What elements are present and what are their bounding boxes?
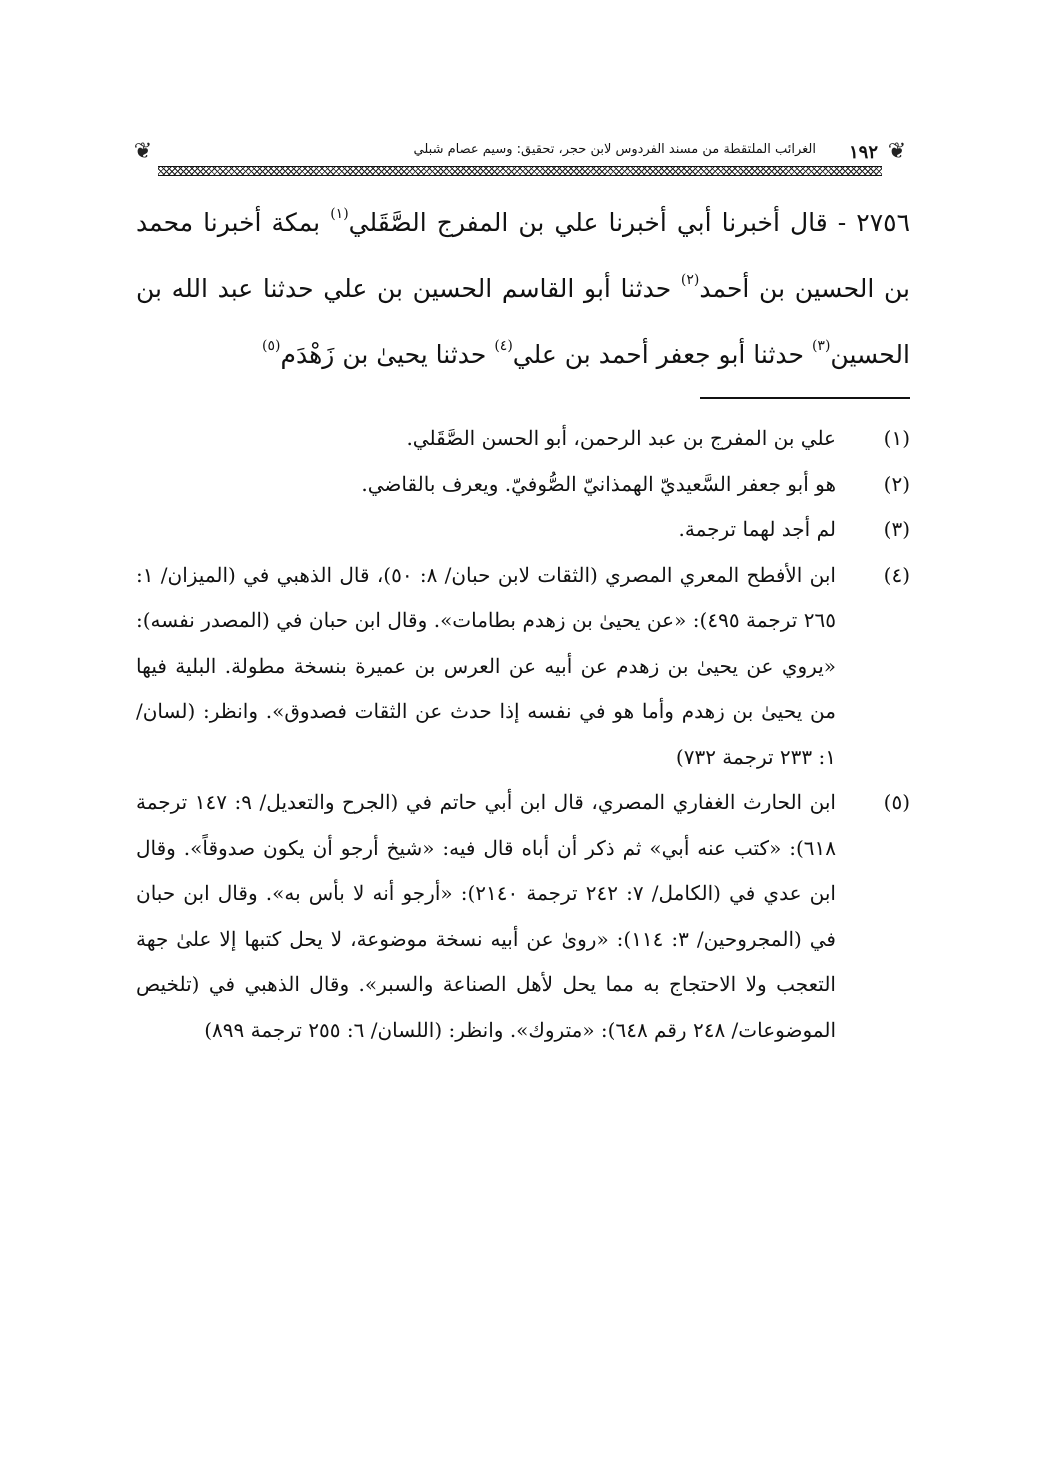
footnote-item: [136, 780, 910, 1053]
footnote-item: [136, 507, 910, 553]
footnote-item: [136, 553, 910, 781]
footnote-ref[interactable]: (١): [330, 205, 349, 222]
footnote-text: ابن الأفطح المعري المصري (الثقات لابن حبان/ ٨: ٥٠)، قال الذهبي في (الميزان/ ١: ٢٦٥ ترجمة ٤٩٥): «عن يحيىٰ بن زهدم بطامات». وقال ابن حبان في (المصدر نفسه): «يروي عن يحيىٰ بن زهدم عن أبيه عن العرس بن عميرة بنسخة مطولة. البلية فيها من يحيىٰ بن زهدم وأما هو في نفسه إذا حدث عن الثقات فصدوق». وانظر: (لسان/ ١: ٢٣٣ ترجمة ٧٣٢): [136, 562, 836, 769]
hadith-segment: حدثنا أبو القاسم الحسين بن علي حدثنا عبد الله بن الحسين: [136, 274, 910, 369]
ornament-left-icon: ❦: [133, 139, 153, 164]
footnote-number: (١): [883, 426, 910, 450]
hadith-segment: بمكة أخبرنا محمد بن الحسين بن أحمد: [136, 208, 910, 303]
footnote-ref[interactable]: (٥): [262, 337, 281, 354]
hadith-paragraph: [136, 190, 910, 388]
running-header: [128, 130, 912, 174]
footnote-ref[interactable]: (٣): [811, 337, 831, 354]
hadith-segment: حدثنا أبو جعفر أحمد بن علي: [512, 340, 812, 369]
footnote-ref[interactable]: (٤): [494, 337, 513, 354]
hadith-text: [136, 190, 910, 388]
footnote-separator: [700, 397, 910, 399]
footnote-item: [136, 416, 910, 462]
footnote-ref[interactable]: (٢): [680, 271, 700, 288]
hadith-segment: حدثنا يحيىٰ بن زَهْدَم: [280, 340, 495, 369]
footnote-text: علي بن المفرج بن عبد الرحمن، أبو الحسن الصَّقَلي.: [406, 426, 836, 450]
header-decorative-rule: [158, 166, 882, 176]
page-number: ١٩٢: [848, 142, 878, 163]
ornament-right-icon: ❦: [887, 139, 907, 164]
footnote-text: هو أبو جعفر السَّعيديّ الهمذانيّ الصُّوفيّ. ويعرف بالقاضي.: [361, 471, 836, 496]
footnote-number: (٢): [883, 471, 910, 496]
footnote-number: (٥): [883, 790, 910, 814]
hadith-segment: ٢٧٥٦ - قال أخبرنا أبي أخبرنا علي بن المفرج الصَّقَلي: [348, 208, 910, 237]
footnote-item: [136, 462, 910, 508]
footnotes: [136, 416, 910, 1053]
footnote-number: (٣): [883, 517, 910, 541]
running-title: الغرائب الملتقطة من مسند الفردوس لابن حجر، تحقيق: وسيم عصام شبلي: [413, 142, 816, 157]
footnote-number: (٤): [883, 562, 910, 587]
footnote-text: لم أجد لهما ترجمة.: [678, 517, 836, 541]
footnote-text: ابن الحارث الغفاري المصري، قال ابن أبي حاتم في (الجرح والتعديل/ ٩: ١٤٧ ترجمة ٦١٨): «كتب عنه أبي» ثم ذكر أن أباه قال فيه: «شيخ أرجو أن يكون صدوقاً». وقال ابن عدي في (الكامل/ ٧: ٢٤٢ ترجمة ٢١٤٠): «أرجو أنه لا بأس به». وقال ابن حبان في (المجروحين/ ٣: ١١٤): «روىٰ عن أبيه نسخة موضوعة، لا يحل كتبها إلا علىٰ جهة التعجب ولا الاحتجاج به مما يحل لأهل الصناعة والسبر». وقال الذهبي في (تلخيص الموضوعات/ ٢٤٨ رقم ٦٤٨): «متروك». وانظر: (اللسان/ ٦: ٢٥٥ ترجمة ٨٩٩): [136, 790, 836, 1042]
